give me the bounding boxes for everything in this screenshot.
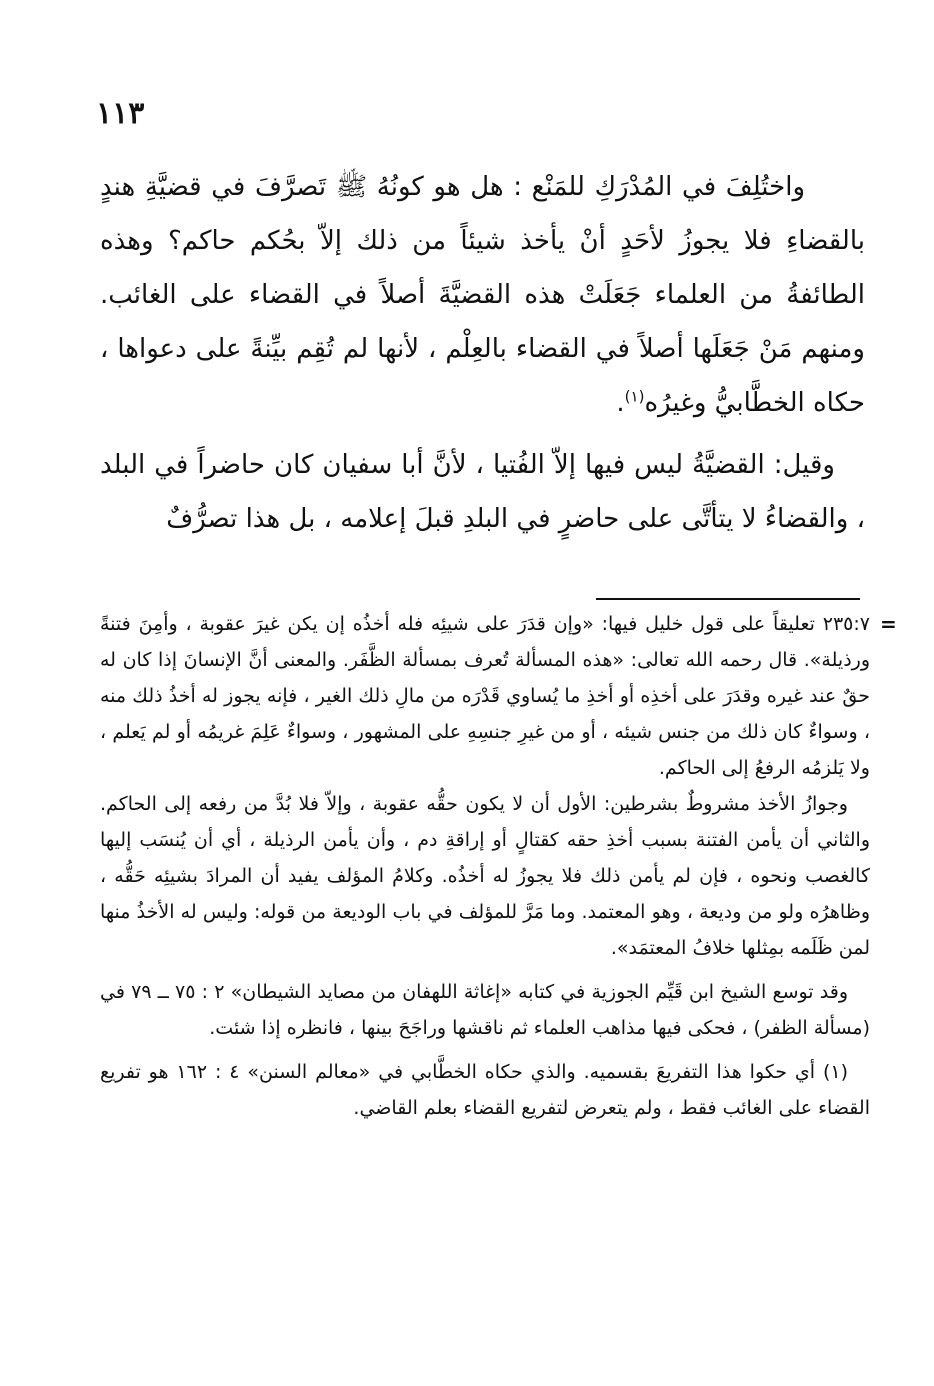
main-text: [100, 160, 865, 546]
page-number: ١١٣: [96, 96, 145, 131]
footnote-reference[interactable]: (١): [624, 387, 645, 406]
main-paragraph: [100, 438, 865, 546]
sentence-end: .: [616, 388, 625, 418]
main-paragraph: [100, 160, 865, 430]
continuation-mark: =: [880, 612, 897, 636]
footnote-paragraph: (١) أي حكوا هذا التفريعَ بقسميه. والذي حكاه الخطَّابي في «معالم السنن» ٤ : ١٦٢ هو تفريع القضاء على الغائب فقط ، ولم يتعرض لتفريع القضاء بعلم القاضي.: [100, 1061, 870, 1119]
main-paragraph-text: وقيل: القضيَّةُ ليس فيها إلاّ الفُتيا ، لأنَّ أبا سفيان كان حاضراً في البلد ، والقضاءُ لا يتأتَّى على حاضرٍ في البلدِ قبلَ إعلامه ، بل هذا تصرُّفٌ: [100, 450, 865, 534]
footnote-divider: [596, 598, 860, 600]
footnote-paragraph: وجوازُ الأخذ مشروطٌ بشرطين: الأول أن لا يكون حقُّه عقوبة ، وإلاّ فلا بُدَّ من رفعه إلى الحاكم. والثاني أن يأمن الفتنة بسبب أخذِ حقه كقتالٍ أو إراقةِ دم ، وأن يأمن الرذيلة ، أي أن يُنسَب إليها كالغصب ونحوه ، فإن لم يأمن ذلك فلا يجوزُ له أخذُه. وكلامُ المؤلف يفيد أن المرادَ بشيئِه حَقُّه ، وظاهرُه ولو من وديعة ، وهو المعتمد. وما مَرَّ للمؤلف في باب الوديعة من قوله: وليس له الأخذُ منها لمن ظَلَمه بمِثلها خلافُ المعتمَد».: [100, 793, 870, 959]
main-paragraph-text: واختُلِفَ في المُدْرَكِ للمَنْع : هل هو كونُهُ ﷺ تَصرَّفَ في قضيَّةِ هندٍ بالقضاءِ فلا يجوزُ لأحَدٍ أنْ يأخذ شيئاً من ذلك إلاّ بحُكم حاكم؟ وهذه الطائفةُ من العلماء جَعَلَتْ هذه القضيَّةَ أصلاً في القضاء على الغائب. ومنهم مَنْ جَعَلَها أصلاً في القضاء بالعِلْم ، لأنها لم تُقِم بيِّنةً على دعواها ، حكاه الخطَّابيُّ وغيرُه: [100, 172, 865, 418]
footnote-paragraph: وقد توسع الشيخ ابن قَيِّم الجوزية في كتابه «إغاثة اللهفان من مصايد الشيطان» ٢ : ٧٥ ــ ٧٩ في (مسألة الظفر) ، فحكى فيها مذاهب العلماء ثم ناقشها وراجَحَ بينها ، فانظره إذا شئت.: [100, 981, 870, 1039]
footnote-paragraph: ٢٣٥:٧ تعليقاً على قول خليل فيها: «وإن قدَرَ على شيئِه فله أخذُه إن يكن غيرَ عقوبة ، وأمِنَ فتنةً ورذيلة». قال رحمه الله تعالى: «هذه المسألة تُعرف بمسألة الظَّفَر. والمعنى أنَّ الإنسانَ إذا كان له حقٌ عند غيره وقدَرَ على أخذِه أو أخذِ ما يُساوي قَدْرَه من مالِ ذلك الغير ، فإنه يجوز له أخذُ ذلك منه ، وسواءٌ كان ذلك من جنس شيئه ، أو من غيرِ جنسِهِ على المشهور ، وسواءٌ عَلِمَ غريمُه أو لم يَعلم ، ولا يَلزمُه الرفعُ إلى الحاكم.: [100, 613, 870, 779]
footnotes: [100, 606, 870, 1126]
